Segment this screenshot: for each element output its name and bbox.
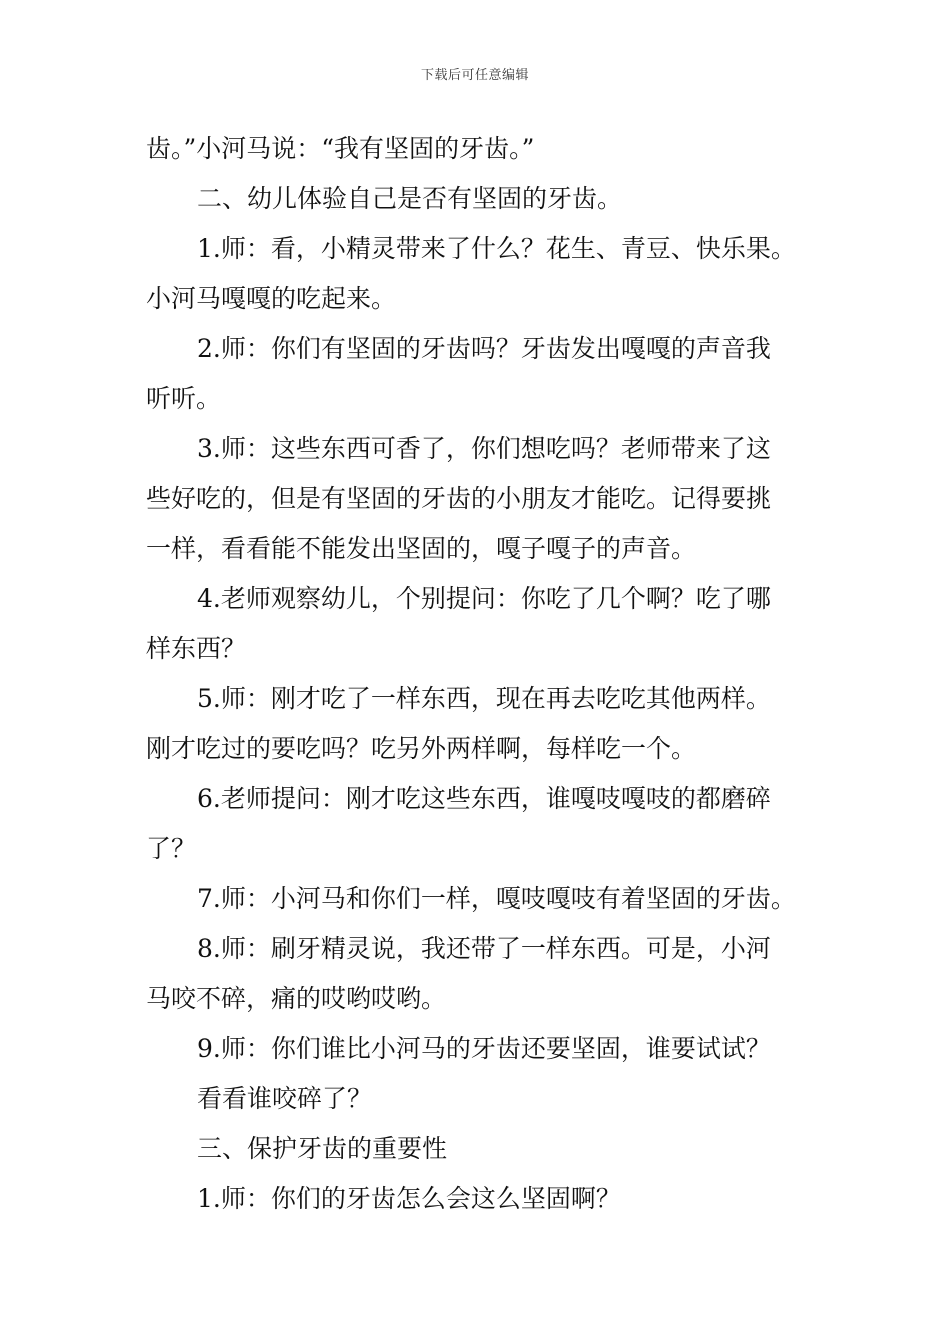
text-line: 4.老师观察幼儿，个别提问：你吃了几个啊？吃了哪: [197, 584, 771, 613]
text-line: 样东西？: [146, 634, 247, 663]
text-line: 刚才吃过的要吃吗？吃另外两样啊，每样吃一个。: [146, 734, 697, 763]
text-line: 2.师：你们有坚固的牙齿吗？牙齿发出嘎嘎的声音我: [197, 334, 771, 363]
text-line: 听听。: [146, 384, 222, 413]
text-line: 了？: [146, 834, 197, 863]
text-line: 小河马嘎嘎的吃起来。: [146, 284, 397, 313]
text-line: 8.师：刷牙精灵说，我还带了一样东西。可是，小河: [197, 934, 771, 963]
text-line: 1.师：你们的牙齿怎么会这么坚固啊？: [197, 1184, 621, 1213]
text-line: 6.老师提问：刚才吃这些东西，谁嘎吱嘎吱的都磨碎: [197, 784, 771, 813]
text-line: 齿。”小河马说：“我有坚固的牙齿。”: [146, 134, 535, 163]
text-line: 5.师：刚才吃了一样东西，现在再去吃吃其他两样。: [197, 684, 771, 713]
text-line: 3.师：这些东西可香了，你们想吃吗？老师带来了这: [197, 434, 771, 463]
page-header: 下载后可任意编辑: [420, 68, 529, 83]
text-line: 1.师：看，小精灵带来了什么？花生、青豆、快乐果。: [197, 234, 796, 263]
text-line: 7.师：小河马和你们一样，嘎吱嘎吱有着坚固的牙齿。: [197, 884, 796, 913]
section-heading: 三、保护牙齿的重要性: [197, 1134, 448, 1163]
section-heading: 二、幼儿体验自己是否有坚固的牙齿。: [197, 184, 623, 213]
text-line: 些好吃的，但是有坚固的牙齿的小朋友才能吃。记得要挑: [146, 484, 772, 513]
text-line: 一样，看看能不能发出坚固的，嘎子嘎子的声音。: [146, 534, 697, 563]
text-line: 9.师：你们谁比小河马的牙齿还要坚固，谁要试试？: [197, 1034, 771, 1063]
document-body: [146, 124, 818, 1224]
text-line: 马咬不碎，痛的哎哟哎哟。: [146, 984, 447, 1013]
text-line: 看看谁咬碎了？: [197, 1084, 373, 1113]
